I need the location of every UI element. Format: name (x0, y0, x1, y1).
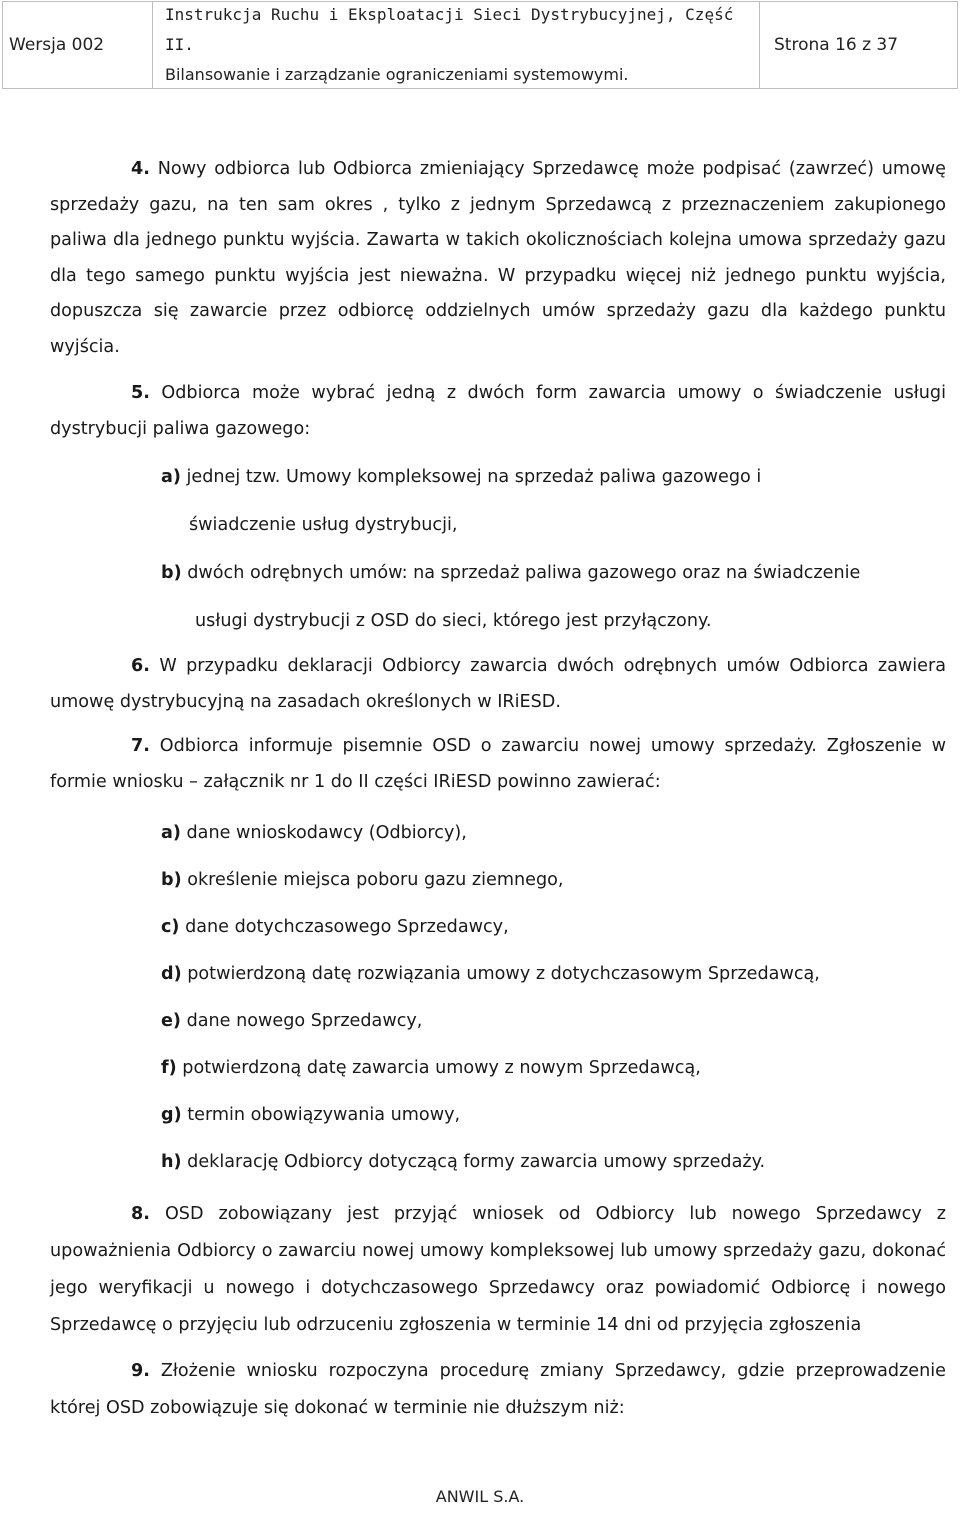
list-item-label: a) (161, 823, 181, 843)
document-subtitle: Bilansowanie i zarządzanie ograniczeniami systemowymi. (165, 65, 629, 84)
paragraph-text: Nowy odbiorca lub Odbiorca zmieniający Sprzedawcę może podpisać (zawrzeć) umowę sprzedaży gazu, na ten sam okres , tylko z jednym Sprzedawcą z przeznaczeniem zakupionego paliwa dla jednego punktu wyjścia. Zawarta w takich okolicznościach kolejna umowa sprzedaży gazu dla tego samego punktu wyjścia jest nieważna. W przypadku więcej niż jednego punktu wyjścia, dopuszcza się zawarcie przez odbiorcę oddzielnych umów sprzedaży gazu dla każdego punktu wyjścia. (50, 159, 946, 357)
document-body (50, 152, 946, 1427)
list-item (161, 816, 946, 852)
list-item-label: b) (161, 870, 182, 890)
list-item-label: c) (161, 917, 180, 937)
list-item-text: dane dotychczasowego Sprzedawcy, (179, 917, 509, 937)
paragraph-number: 6. (131, 656, 150, 676)
list-item (161, 1051, 946, 1087)
list-item-label: e) (161, 1011, 181, 1031)
list-item-b (161, 556, 946, 592)
paragraph-text: Odbiorca informuje pisemnie OSD o zawarciu nowej umowy sprzedaży. Zgłoszenie w formie wniosku – załącznik nr 1 do II części IRiESD powinno zawierać: (50, 736, 946, 792)
list-item-text: potwierdzoną datę rozwiązania umowy z dotychczasowym Sprzedawcą, (181, 964, 820, 984)
header-version (3, 2, 153, 88)
list-item (161, 1145, 946, 1181)
list-item (161, 910, 946, 946)
list-item-a-continuation (189, 508, 946, 544)
header-title (153, 2, 760, 88)
list-item (161, 957, 946, 993)
paragraph-text: Złożenie wniosku rozpoczyna procedurę zmiany Sprzedawcy, gdzie przeprowadzenie której OSD zobowiązuje się dokonać w terminie nie dłuższym niż: (50, 1360, 946, 1418)
paragraph-6 (50, 649, 946, 720)
paragraph-number: 5. (131, 383, 150, 403)
page-number-text: Strona 16 z 37 (774, 35, 899, 55)
paragraph-5 (50, 376, 946, 447)
requirements-list (161, 816, 946, 1181)
paragraph-number: 7. (131, 736, 150, 756)
paragraph-text: OSD zobowiązany jest przyjąć wniosek od Odbiorcy lub nowego Sprzedawcy z upoważnienia Odbiorcy o zawarciu nowej umowy kompleksowej lub umowy sprzedaży gazu, dokonać jego weryfikacji u nowego i dotychczasowego Sprzedawcy oraz powiadomić Odbiorcę i nowego Sprzedawcę o przyjęciu lub odrzuceniu zgłoszenia w terminie 14 dni od przyjęcia zgłoszenia (50, 1203, 946, 1335)
list-item (161, 863, 946, 899)
list-item (161, 1098, 946, 1134)
list-item-label: h) (161, 1152, 182, 1172)
list-item-text: usługi dystrybucji z OSD do sieci, którego jest przyłączony. (195, 610, 712, 631)
paragraph-text: Odbiorca może wybrać jedną z dwóch form zawarcia umowy o świadczenie usługi dystrybucji paliwa gazowego: (50, 383, 946, 439)
paragraph-number: 8. (131, 1203, 150, 1224)
paragraph-9 (50, 1353, 946, 1427)
document-title: Instrukcja Ruchu i Eksploatacji Sieci Dystrybucyjnej, Część II. (165, 5, 734, 54)
list-item-text: jednej tzw. Umowy kompleksowej na sprzedaż paliwa gazowego i (180, 467, 762, 487)
paragraph-8 (50, 1196, 946, 1344)
list-item-text: świadczenie usług dystrybucji, (189, 514, 458, 535)
paragraph-text: W przypadku deklaracji Odbiorcy zawarcia dwóch odrębnych umów Odbiorca zawiera umowę dystrybucyjną na zasadach określonych w IRiESD. (50, 656, 946, 712)
list-item-label: a) (161, 467, 181, 487)
paragraph-7 (50, 729, 946, 800)
list-item-text: dane wnioskodawcy (Odbiorcy), (180, 823, 467, 843)
list-item-label: f) (161, 1058, 177, 1078)
header-page-number (760, 2, 957, 88)
paragraph-number: 4. (131, 159, 150, 179)
list-item-label: g) (161, 1105, 182, 1125)
list-item (161, 1004, 946, 1040)
list-item-label: b) (161, 563, 182, 583)
list-item-label: d) (161, 964, 182, 984)
paragraph-4 (50, 152, 946, 365)
list-item-text: dane nowego Sprzedawcy, (180, 1011, 423, 1031)
page-footer (0, 1487, 960, 1506)
list-item-text: deklarację Odbiorcy dotyczącą formy zawarcia umowy sprzedaży. (181, 1152, 766, 1172)
list-item-text: dwóch odrębnych umów: na sprzedaż paliwa gazowego oraz na świadczenie (181, 563, 861, 583)
list-item-text: określenie miejsca poboru gazu ziemnego, (181, 870, 564, 890)
list-item-a (161, 460, 946, 496)
version-text: Wersja 002 (9, 35, 105, 55)
page-header (2, 1, 958, 89)
list-item-b-continuation (195, 604, 946, 640)
paragraph-number: 9. (131, 1360, 150, 1381)
list-item-text: potwierdzoną datę zawarcia umowy z nowym Sprzedawcą, (176, 1058, 701, 1078)
footer-company: ANWIL S.A. (435, 1487, 525, 1506)
list-item-text: termin obowiązywania umowy, (181, 1105, 461, 1125)
